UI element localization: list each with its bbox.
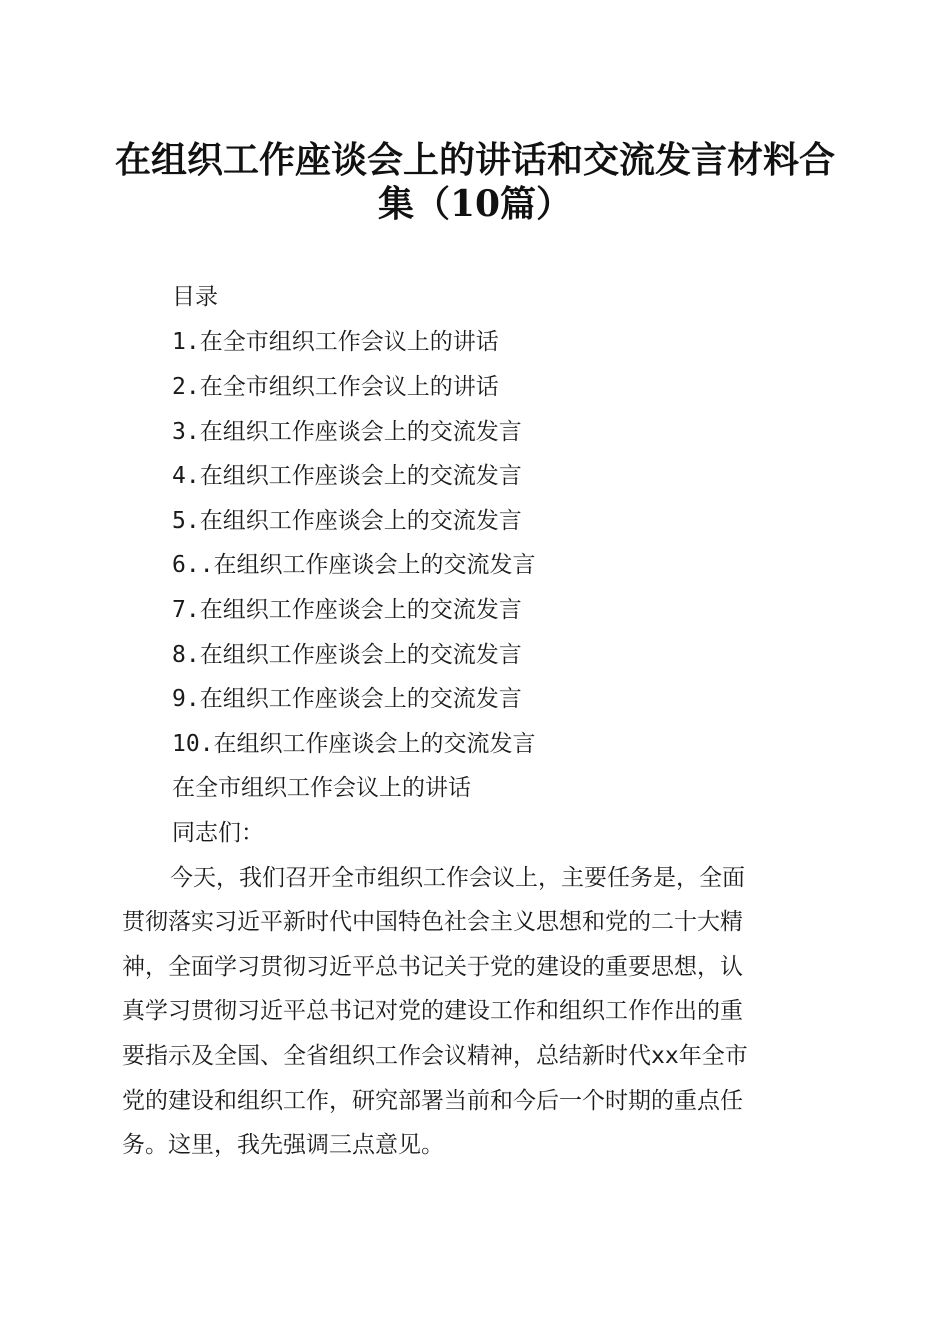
toc-item-5: 5.在组织工作座谈会上的交流发言 xyxy=(172,508,522,534)
toc-item-2: 2.在全市组织工作会议上的讲话 xyxy=(172,374,499,400)
toc-item-10: 10.在组织工作座谈会上的交流发言 xyxy=(172,731,536,757)
paragraph-line-2: 贯彻落实习近平新时代中国特色社会主义思想和党的二十大精 xyxy=(122,909,743,935)
section-title: 在全市组织工作会议上的讲话 xyxy=(172,775,471,801)
toc-item-9: 9.在组织工作座谈会上的交流发言 xyxy=(172,686,522,712)
paragraph-line-1: 今天，我们召开全市组织工作会议上，主要任务是，全面 xyxy=(170,865,745,891)
paragraph-line-3: 神，全面学习贯彻习近平总书记关于党的建设的重要思想，认 xyxy=(122,954,743,980)
document-title-line-1: 在组织工作座谈会上的讲话和交流发言材料合 xyxy=(114,139,835,181)
salutation: 同志们： xyxy=(172,820,264,846)
toc-item-4: 4.在组织工作座谈会上的交流发言 xyxy=(172,463,522,489)
toc-item-7: 7.在组织工作座谈会上的交流发言 xyxy=(172,597,522,623)
toc-item-6: 6..在组织工作座谈会上的交流发言 xyxy=(172,552,536,578)
document-title-line-2: 集（10篇） xyxy=(377,183,573,225)
paragraph-line-5: 要指示及全国、全省组织工作会议精神，总结新时代xx年全市 xyxy=(122,1043,748,1069)
toc-item-8: 8.在组织工作座谈会上的交流发言 xyxy=(172,642,522,668)
paragraph-line-6: 党的建设和组织工作，研究部署当前和今后一个时期的重点任 xyxy=(122,1088,743,1114)
toc-heading: 目录 xyxy=(172,284,218,310)
toc-item-1: 1.在全市组织工作会议上的讲话 xyxy=(172,329,499,355)
toc-item-3: 3.在组织工作座谈会上的交流发言 xyxy=(172,419,522,445)
paragraph-line-7: 务。这里，我先强调三点意见。 xyxy=(122,1132,444,1158)
paragraph-line-4: 真学习贯彻习近平总书记对党的建设工作和组织工作作出的重 xyxy=(122,998,743,1024)
